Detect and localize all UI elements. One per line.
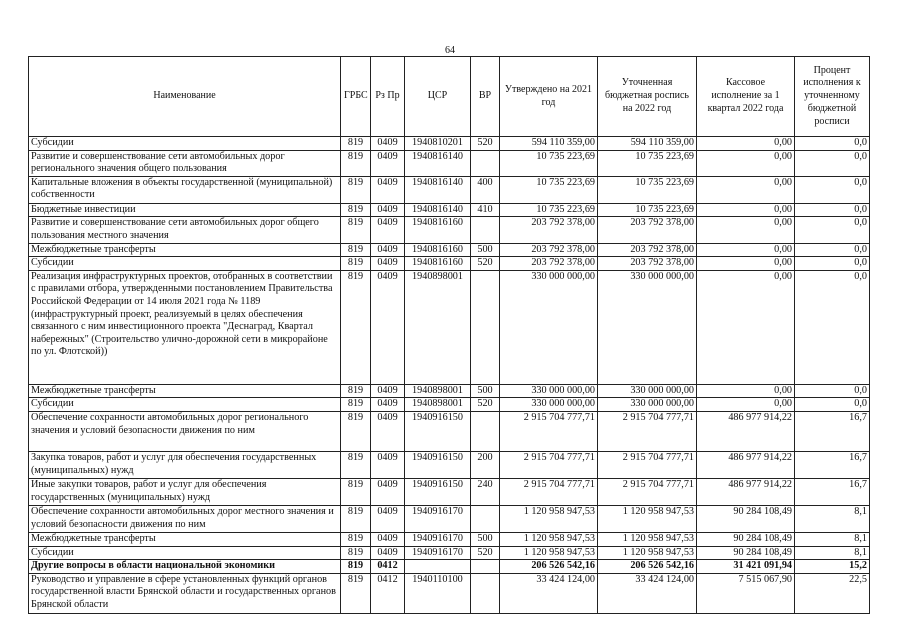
cell-cash: 7 515 067,90: [697, 573, 795, 613]
cell-rzpr: 0409: [371, 505, 405, 532]
cell-rzpr: 0409: [371, 532, 405, 546]
cell-csr: 1940816140: [405, 176, 471, 203]
cell-csr: 1940916170: [405, 546, 471, 560]
cell-grbs: 819: [341, 546, 371, 560]
cell-csr: [405, 560, 471, 574]
header-row: [29, 57, 870, 137]
cell-cash: 0,00: [697, 384, 795, 398]
cell-csr: 1940898001: [405, 384, 471, 398]
header-cash: Кассовое исполнение за 1 квартал 2022 года: [697, 57, 795, 137]
cell-approved: 2 915 704 777,71: [500, 411, 598, 451]
table-body: [29, 137, 870, 614]
cell-csr: 1940816160: [405, 217, 471, 243]
table-row: [29, 203, 870, 217]
cell-vr: [471, 411, 500, 451]
table-row: [29, 411, 870, 451]
cell-refined: 2 915 704 777,71: [598, 451, 697, 478]
table-row: [29, 150, 870, 176]
cell-rzpr: 0409: [371, 217, 405, 243]
cell-csr: 1940916170: [405, 532, 471, 546]
cell-grbs: 819: [341, 411, 371, 451]
cell-name: Субсидии: [29, 398, 341, 412]
cell-refined: 2 915 704 777,71: [598, 478, 697, 505]
cell-name: Субсидии: [29, 257, 341, 271]
cell-refined: 33 424 124,00: [598, 573, 697, 613]
cell-approved: 594 110 359,00: [500, 137, 598, 151]
cell-percent: 0,0: [795, 176, 870, 203]
cell-percent: 0,0: [795, 257, 870, 271]
table-row: [29, 532, 870, 546]
cell-percent: 15,2: [795, 560, 870, 574]
cell-refined: 330 000 000,00: [598, 270, 697, 384]
cell-cash: 90 284 108,49: [697, 546, 795, 560]
cell-refined: 594 110 359,00: [598, 137, 697, 151]
header-approved: Утверждено на 2021 год: [500, 57, 598, 137]
cell-cash: 90 284 108,49: [697, 505, 795, 532]
cell-refined: 1 120 958 947,53: [598, 532, 697, 546]
cell-cash: 0,00: [697, 257, 795, 271]
cell-cash: 0,00: [697, 270, 795, 384]
cell-vr: 240: [471, 478, 500, 505]
cell-grbs: 819: [341, 398, 371, 412]
cell-grbs: 819: [341, 137, 371, 151]
cell-grbs: 819: [341, 176, 371, 203]
cell-refined: 330 000 000,00: [598, 398, 697, 412]
cell-cash: 0,00: [697, 217, 795, 243]
cell-percent: 0,0: [795, 150, 870, 176]
cell-percent: 0,0: [795, 270, 870, 384]
budget-table: [28, 56, 870, 614]
cell-vr: 520: [471, 546, 500, 560]
cell-csr: 1940916150: [405, 451, 471, 478]
cell-grbs: 819: [341, 257, 371, 271]
table-row: [29, 546, 870, 560]
cell-rzpr: 0409: [371, 411, 405, 451]
cell-vr: 520: [471, 398, 500, 412]
cell-rzpr: 0409: [371, 203, 405, 217]
cell-csr: 1940916150: [405, 411, 471, 451]
header-percent: Процент исполнения к уточненному бюджетной росписи: [795, 57, 870, 137]
cell-rzpr: 0409: [371, 451, 405, 478]
table-row: [29, 257, 870, 271]
cell-csr: 1940816160: [405, 243, 471, 257]
cell-vr: 520: [471, 137, 500, 151]
cell-cash: 0,00: [697, 150, 795, 176]
cell-refined: 203 792 378,00: [598, 243, 697, 257]
cell-csr: 1940916150: [405, 478, 471, 505]
cell-approved: 2 915 704 777,71: [500, 451, 598, 478]
header-csr: ЦСР: [405, 57, 471, 137]
cell-percent: 16,7: [795, 478, 870, 505]
cell-name: Субсидии: [29, 546, 341, 560]
cell-csr: 1940816140: [405, 203, 471, 217]
cell-csr: 1940816160: [405, 257, 471, 271]
cell-rzpr: 0409: [371, 137, 405, 151]
cell-name: Межбюджетные трансферты: [29, 243, 341, 257]
cell-rzpr: 0409: [371, 243, 405, 257]
cell-csr: 1940816140: [405, 150, 471, 176]
table-row: [29, 270, 870, 384]
cell-rzpr: 0409: [371, 384, 405, 398]
cell-name: Развитие и совершенствование сети автомобильных дорог регионального значения общего пользования: [29, 150, 341, 176]
cell-approved: 33 424 124,00: [500, 573, 598, 613]
cell-approved: 1 120 958 947,53: [500, 546, 598, 560]
cell-refined: 206 526 542,16: [598, 560, 697, 574]
cell-name: Межбюджетные трансферты: [29, 384, 341, 398]
cell-vr: 400: [471, 176, 500, 203]
cell-vr: 410: [471, 203, 500, 217]
cell-vr: 200: [471, 451, 500, 478]
cell-cash: 486 977 914,22: [697, 411, 795, 451]
cell-percent: 0,0: [795, 137, 870, 151]
cell-cash: 486 977 914,22: [697, 451, 795, 478]
cell-percent: 22,5: [795, 573, 870, 613]
cell-percent: 0,0: [795, 384, 870, 398]
cell-vr: [471, 217, 500, 243]
cell-approved: 203 792 378,00: [500, 243, 598, 257]
cell-name: Бюджетные инвестиции: [29, 203, 341, 217]
cell-approved: 10 735 223,69: [500, 203, 598, 217]
header-name: Наименование: [29, 57, 341, 137]
cell-rzpr: 0409: [371, 478, 405, 505]
cell-approved: 1 120 958 947,53: [500, 505, 598, 532]
cell-approved: 10 735 223,69: [500, 150, 598, 176]
cell-refined: 2 915 704 777,71: [598, 411, 697, 451]
cell-grbs: 819: [341, 270, 371, 384]
cell-grbs: 819: [341, 573, 371, 613]
cell-percent: 0,0: [795, 203, 870, 217]
cell-grbs: 819: [341, 150, 371, 176]
cell-name: Межбюджетные трансферты: [29, 532, 341, 546]
table-row: [29, 176, 870, 203]
cell-percent: 0,0: [795, 398, 870, 412]
cell-csr: 1940110100: [405, 573, 471, 613]
cell-approved: 10 735 223,69: [500, 176, 598, 203]
cell-rzpr: 0409: [371, 150, 405, 176]
cell-refined: 10 735 223,69: [598, 150, 697, 176]
table-row: [29, 384, 870, 398]
cell-rzpr: 0409: [371, 257, 405, 271]
cell-percent: 0,0: [795, 243, 870, 257]
cell-vr: [471, 573, 500, 613]
cell-approved: 330 000 000,00: [500, 398, 598, 412]
table-row: [29, 505, 870, 532]
cell-grbs: 819: [341, 505, 371, 532]
table-row: [29, 573, 870, 613]
header-refined: Уточненная бюджетная роспись на 2022 год: [598, 57, 697, 137]
cell-percent: 8,1: [795, 505, 870, 532]
cell-vr: 500: [471, 532, 500, 546]
cell-csr: 1940898001: [405, 398, 471, 412]
cell-approved: 203 792 378,00: [500, 257, 598, 271]
cell-refined: 10 735 223,69: [598, 203, 697, 217]
cell-vr: 500: [471, 384, 500, 398]
cell-refined: 1 120 958 947,53: [598, 505, 697, 532]
cell-approved: 206 526 542,16: [500, 560, 598, 574]
cell-grbs: 819: [341, 243, 371, 257]
header-grbs: ГРБС: [341, 57, 371, 137]
cell-grbs: 819: [341, 203, 371, 217]
cell-vr: [471, 270, 500, 384]
cell-percent: 8,1: [795, 546, 870, 560]
page-number: 64: [445, 45, 455, 56]
cell-name: Руководство и управление в сфере установленных функций органов государственной власти Брянской области и государственных органов Брянской области: [29, 573, 341, 613]
cell-percent: 8,1: [795, 532, 870, 546]
cell-grbs: 819: [341, 217, 371, 243]
table-row: [29, 478, 870, 505]
table-row: [29, 217, 870, 243]
cell-grbs: 819: [341, 384, 371, 398]
cell-refined: 330 000 000,00: [598, 384, 697, 398]
cell-cash: 0,00: [697, 137, 795, 151]
cell-cash: 0,00: [697, 243, 795, 257]
cell-rzpr: 0409: [371, 398, 405, 412]
header-vr: ВР: [471, 57, 500, 137]
cell-refined: 1 120 958 947,53: [598, 546, 697, 560]
header-rzpr: Рз Пр: [371, 57, 405, 137]
cell-approved: 203 792 378,00: [500, 217, 598, 243]
cell-cash: 90 284 108,49: [697, 532, 795, 546]
cell-rzpr: 0412: [371, 573, 405, 613]
cell-percent: 16,7: [795, 451, 870, 478]
cell-vr: 520: [471, 257, 500, 271]
cell-name: Другие вопросы в области национальной экономики: [29, 560, 341, 574]
cell-approved: 2 915 704 777,71: [500, 478, 598, 505]
cell-vr: [471, 560, 500, 574]
cell-refined: 203 792 378,00: [598, 217, 697, 243]
cell-name: Капитальные вложения в объекты государственной (муниципальной) собственности: [29, 176, 341, 203]
cell-name: Субсидии: [29, 137, 341, 151]
cell-vr: [471, 150, 500, 176]
cell-percent: 0,0: [795, 217, 870, 243]
cell-grbs: 819: [341, 560, 371, 574]
table-row: [29, 560, 870, 574]
table-row: [29, 137, 870, 151]
cell-name: Обеспечение сохранности автомобильных дорог регионального значения и условий безопасности движения по ним: [29, 411, 341, 451]
cell-cash: 0,00: [697, 203, 795, 217]
table-row: [29, 243, 870, 257]
cell-refined: 203 792 378,00: [598, 257, 697, 271]
cell-name: Обеспечение сохранности автомобильных дорог местного значения и условий безопасности движения по ним: [29, 505, 341, 532]
cell-approved: 330 000 000,00: [500, 384, 598, 398]
cell-rzpr: 0412: [371, 560, 405, 574]
cell-vr: 500: [471, 243, 500, 257]
cell-csr: 1940898001: [405, 270, 471, 384]
cell-cash: 0,00: [697, 176, 795, 203]
cell-rzpr: 0409: [371, 546, 405, 560]
table-row: [29, 451, 870, 478]
cell-csr: 1940810201: [405, 137, 471, 151]
cell-cash: 0,00: [697, 398, 795, 412]
cell-grbs: 819: [341, 478, 371, 505]
cell-approved: 330 000 000,00: [500, 270, 598, 384]
cell-percent: 16,7: [795, 411, 870, 451]
cell-cash: 486 977 914,22: [697, 478, 795, 505]
cell-name: Закупка товаров, работ и услуг для обеспечения государственных (муниципальных) нужд: [29, 451, 341, 478]
cell-approved: 1 120 958 947,53: [500, 532, 598, 546]
cell-csr: 1940916170: [405, 505, 471, 532]
cell-grbs: 819: [341, 451, 371, 478]
cell-grbs: 819: [341, 532, 371, 546]
cell-name: Реализация инфраструктурных проектов, отобранных в соответствии с правилами отбора, утвержденными постановлением Правительства Российской Федерации от 14 июля 2021 года № 1189 (инфраструктурный проект, реализуемый в целях обеспечения связанного с ним инвестиционного проекта "Деснаград, Квартал набережных" (Строительство улично-дорожной сети в микрорайоне по ул. Флотской)): [29, 270, 341, 384]
cell-cash: 31 421 091,94: [697, 560, 795, 574]
table-row: [29, 398, 870, 412]
cell-rzpr: 0409: [371, 176, 405, 203]
cell-name: Иные закупки товаров, работ и услуг для обеспечения государственных (муниципальных) нужд: [29, 478, 341, 505]
cell-rzpr: 0409: [371, 270, 405, 384]
cell-vr: [471, 505, 500, 532]
cell-refined: 10 735 223,69: [598, 176, 697, 203]
cell-name: Развитие и совершенствование сети автомобильных дорог общего пользования местного значения: [29, 217, 341, 243]
